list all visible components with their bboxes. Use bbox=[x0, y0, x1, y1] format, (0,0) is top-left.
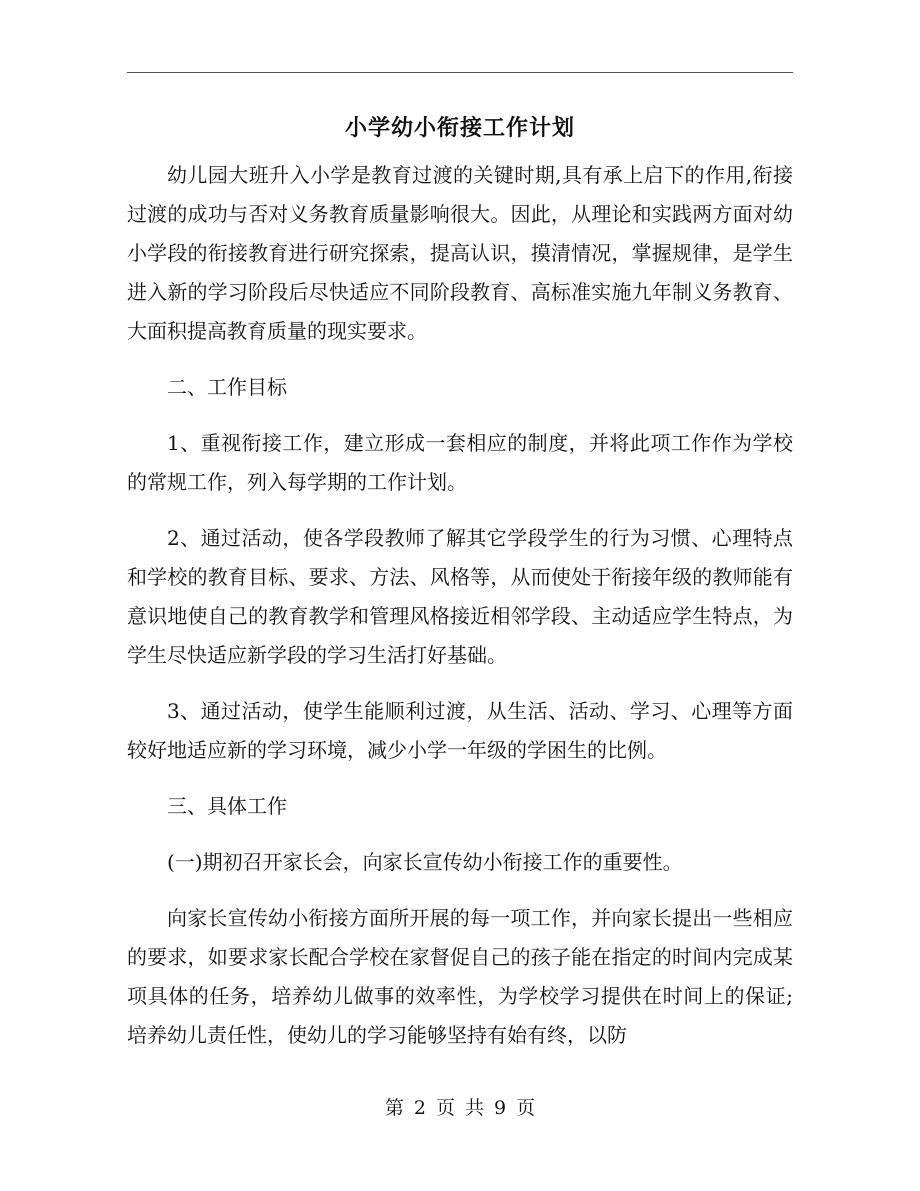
paragraph-parent-meeting: 向家长宣传幼小衔接方面所开展的每一项工作，并向家长提出一些相应的要求，如要求家长配合学校在家督促自己的孩子能在指定的时间内完成某项具体的任务，培养幼儿做事的效率性，为学校学习提供在时间上的保证;培养幼儿责任性，使幼儿的学习能够坚持有始有终，以防 bbox=[127, 906, 793, 1047]
document-body bbox=[127, 100, 793, 1072]
subsection-heading-parent-meeting: (一)期初召开家长会，向家长宣传幼小衔接工作的重要性。 bbox=[167, 850, 683, 874]
document-title: 小学幼小衔接工作计划 bbox=[344, 115, 575, 141]
page-number: 第 2 页 共 9 页 bbox=[384, 1097, 536, 1119]
paragraph-goal-2: 2、通过活动，使各学段教师了解其它学段学生的行为习惯、心理特点和学校的教育目标、要求、方法、风格等，从而使处于衔接年级的教师能有意识地使自己的教育教学和管理风格接近相邻学段、主动适应学生特点，为学生尽快适应新学段的学习生活打好基础。 bbox=[127, 526, 793, 667]
paragraph-goal-1: 1、重视衔接工作，建立形成一套相应的制度，并将此项工作作为学校的常规工作，列入每学期的工作计划。 bbox=[127, 431, 793, 494]
paragraph-goal-3: 3、通过活动，使学生能顺利过渡，从生活、活动、学习、心理等方面较好地适应新的学习环境，减少小学一年级的学困生的比例。 bbox=[127, 699, 793, 762]
header-rule bbox=[127, 72, 793, 73]
section-heading-tasks: 三、具体工作 bbox=[167, 794, 287, 818]
section-heading-goals: 二、工作目标 bbox=[167, 375, 287, 399]
paragraph-intro: 幼儿园大班升入小学是教育过渡的关键时期,具有承上启下的作用,衔接过渡的成功与否对义务教育质量影响很大。因此，从理论和实践两方面对幼小学段的衔接教育进行研究探索，提高认识，摸清情况，掌握规律，是学生进入新的学习阶段后尽快适应不同阶段教育、高标准实施九年制义务教育、大面积提高教育质量的现实要求。 bbox=[127, 163, 793, 343]
